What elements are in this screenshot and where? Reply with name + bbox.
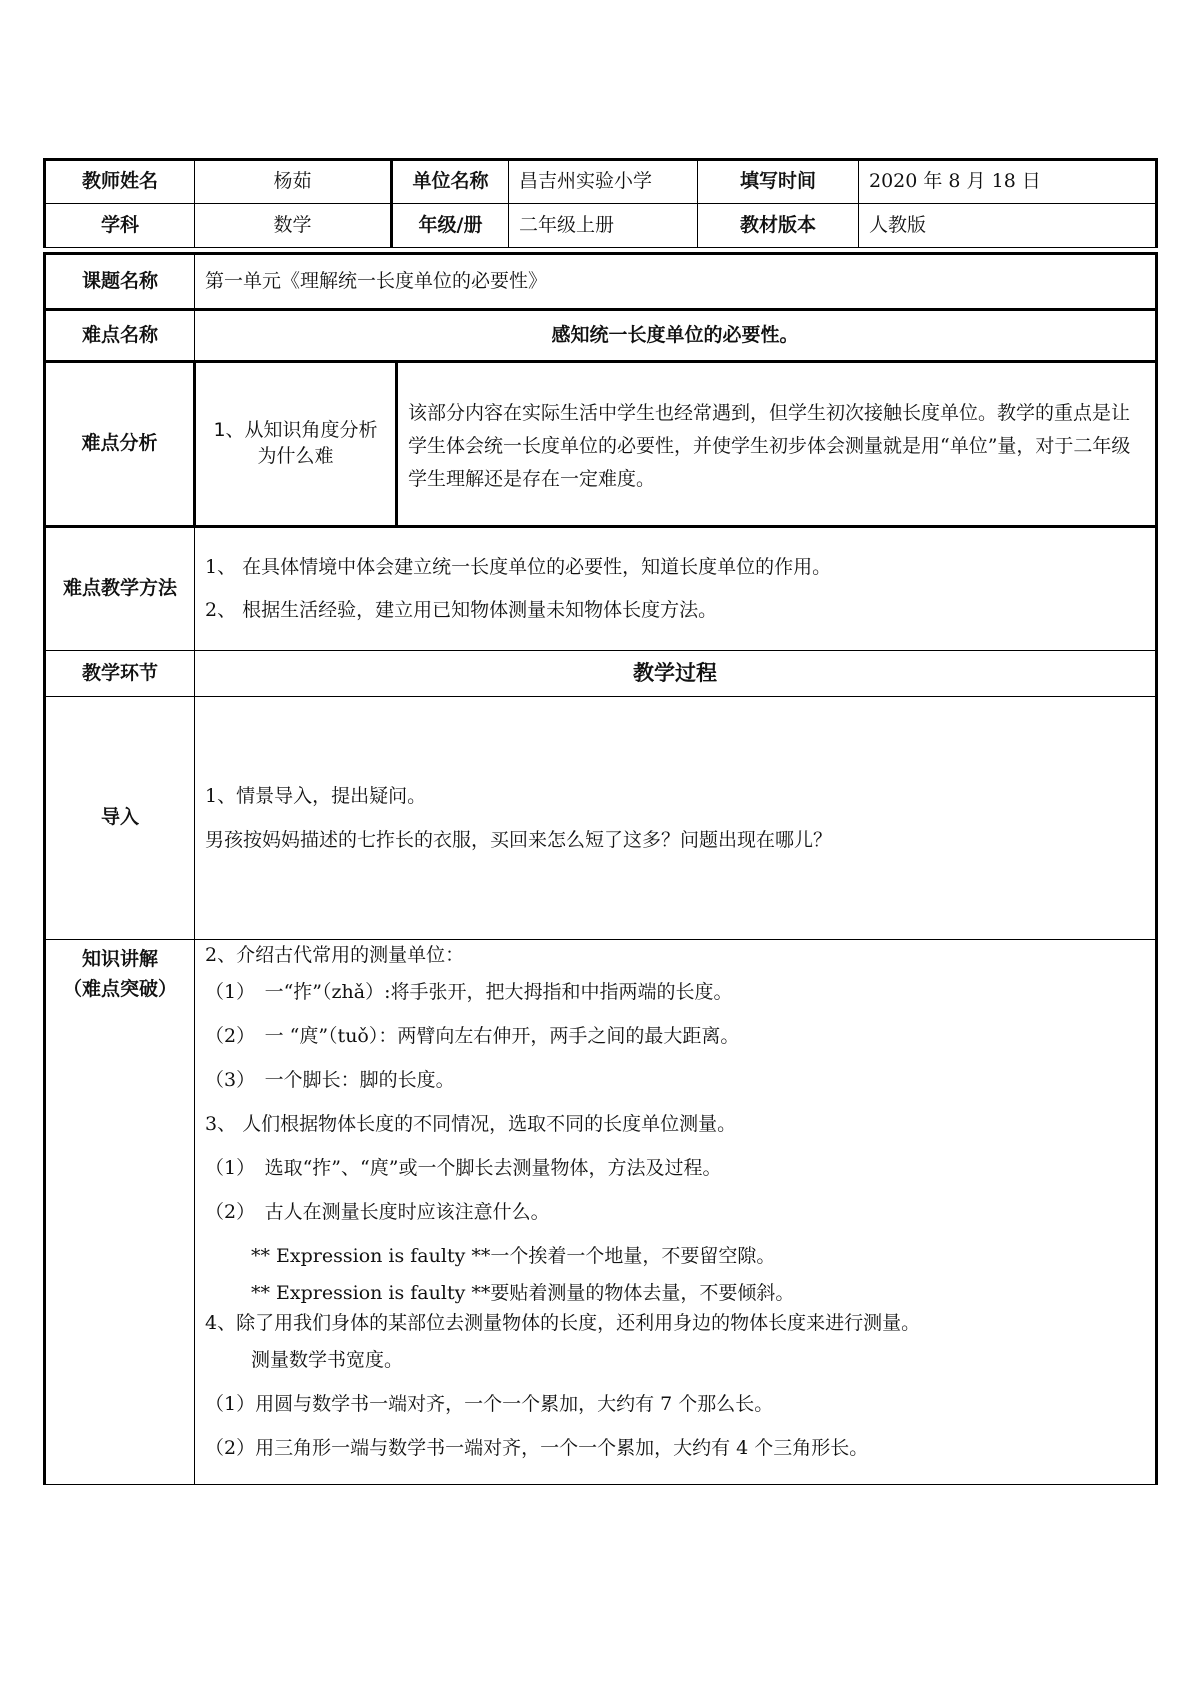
subject-label: 学科 — [45, 204, 195, 248]
knowledge-line: 2、介绍古代常用的测量单位： — [205, 944, 465, 966]
method-item-1: 1、 在具体情境中体会建立统一长度单位的必要性，知道长度单位的作用。 — [205, 556, 832, 578]
analysis-sub-label — [195, 362, 397, 527]
teacher-name-label: 教师姓名 — [45, 160, 195, 204]
knowledge-line: （1）用圆与数学书一端对齐，一个一个累加，大约有 7 个那么长。 — [205, 1393, 774, 1415]
topic-value: 第一单元《理解统一长度单位的必要性》 — [195, 254, 1157, 310]
subject-value: 数学 — [195, 204, 392, 248]
analysis-label: 难点分析 — [45, 362, 195, 527]
method-item-2: 2、 根据生活经验，建立用已知物体测量未知物体长度方法。 — [205, 599, 718, 621]
knowledge-line: （2）用三角形一端与数学书一端对齐，一个一个累加，大约有 4 个三角形长。 — [205, 1437, 869, 1459]
main-table — [43, 252, 1158, 1485]
knowledge-label-line-2: （难点突破） — [62, 978, 177, 1000]
knowledge-line: 测量数学书宽度。 — [251, 1349, 404, 1371]
knowledge-line: （3） 一个脚长：脚的长度。 — [205, 1069, 455, 1091]
fill-date-value: 2020 年 8 月 18 日 — [859, 160, 1157, 204]
grade-label: 年级/册 — [392, 204, 509, 248]
analysis-sub-label-text: 1、从知识角度分析为什么难 — [213, 419, 378, 467]
method-content — [195, 527, 1157, 651]
lesson-plan-sheet — [43, 158, 1155, 1485]
knowledge-label-line-1: 知识讲解 — [81, 948, 158, 970]
knowledge-line: ** Expression is faulty **要贴着测量的物体去量，不要倾斜。 — [251, 1282, 795, 1304]
unit-name-value: 昌吉州实验小学 — [509, 160, 698, 204]
intro-content — [195, 697, 1157, 940]
knowledge-line: ** Expression is faulty **一个挨着一个地量，不要留空隙。 — [251, 1245, 776, 1267]
knowledge-content — [195, 940, 1157, 1485]
knowledge-line: （2） 一 “庹”（tuǒ）：两臂向左右伸开，两手之间的最大距离。 — [205, 1025, 740, 1047]
difficulty-value: 感知统一长度单位的必要性。 — [195, 310, 1157, 362]
method-label: 难点教学方法 — [45, 527, 195, 651]
knowledge-label — [45, 940, 195, 1485]
edition-value: 人教版 — [859, 204, 1157, 248]
intro-line-1: 1、情景导入，提出疑问。 — [205, 785, 427, 807]
knowledge-line: 4、除了用我们身体的某部位去测量物体的长度，还利用身边的物体长度来进行测量。 — [205, 1312, 921, 1334]
teacher-name-value: 杨茹 — [195, 160, 392, 204]
knowledge-line: （2） 古人在测量长度时应该注意什么。 — [205, 1201, 550, 1223]
unit-name-label: 单位名称 — [392, 160, 509, 204]
intro-line-2: 男孩按妈妈描述的七拃长的衣服，买回来怎么短了这多？问题出现在哪儿？ — [205, 829, 833, 851]
edition-label: 教材版本 — [698, 204, 859, 248]
topic-label: 课题名称 — [45, 254, 195, 310]
grade-value: 二年级上册 — [509, 204, 698, 248]
difficulty-label: 难点名称 — [45, 310, 195, 362]
intro-label: 导入 — [45, 697, 195, 940]
header-table — [43, 158, 1158, 248]
knowledge-line: （1） 选取“拃”、“庹”或一个脚长去测量物体，方法及过程。 — [205, 1157, 722, 1179]
knowledge-line: （1） 一“拃”（zhǎ）:将手张开，把大拇指和中指两端的长度。 — [205, 981, 733, 1003]
fill-date-label: 填写时间 — [698, 160, 859, 204]
knowledge-line: 3、 人们根据物体长度的不同情况，选取不同的长度单位测量。 — [205, 1113, 737, 1135]
process-stage-label: 教学环节 — [45, 651, 195, 697]
process-header: 教学过程 — [195, 651, 1157, 697]
analysis-text: 该部分内容在实际生活中学生也经常遇到，但学生初次接触长度单位。教学的重点是让学生体会统一长度单位的必要性，并使学生初步体会测量就是用“单位”量，对于二年级学生理解还是存在一定难度。 — [397, 362, 1157, 527]
